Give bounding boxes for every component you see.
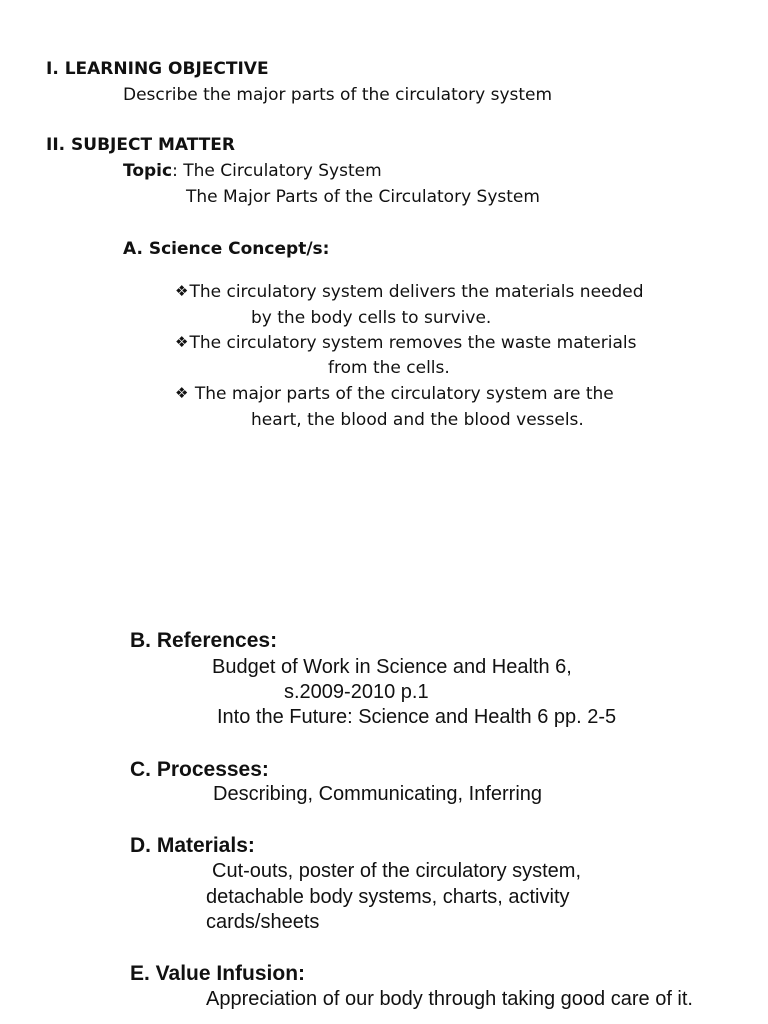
topic-label: Topic	[123, 161, 173, 181]
reference-line-3: Into the Future: Science and Health 6 pp. 2-5	[217, 706, 617, 728]
concept-item-2-line2: from the cells.	[328, 358, 450, 378]
processes-heading: C. Processes:	[130, 758, 269, 781]
topic-subtitle: The Major Parts of the Circulatory System	[186, 187, 540, 207]
materials-line-3: cards/sheets	[206, 911, 320, 933]
value-infusion-heading: E. Value Infusion:	[130, 962, 306, 985]
concept-item-3-line1: ❖ The major parts of the circulatory system are the	[175, 384, 614, 404]
concept-item-3-line2: heart, the blood and the blood vessels.	[251, 410, 584, 430]
diamond-bullet-icon: ❖	[175, 384, 189, 402]
references-heading: B. References:	[130, 629, 278, 652]
diamond-bullet-icon: ❖	[175, 333, 189, 351]
reference-line-1: Budget of Work in Science and Health 6,	[212, 656, 572, 678]
science-concepts-heading: A. Science Concept/s:	[123, 239, 330, 259]
topic-value: : The Circulatory System	[172, 161, 382, 181]
materials-line-2: detachable body systems, charts, activity	[206, 886, 570, 908]
processes-text: Describing, Communicating, Inferring	[213, 783, 543, 805]
concept-item-1-line2: by the body cells to survive.	[251, 308, 492, 328]
value-infusion-text: Appreciation of our body through taking good care of it.	[206, 988, 693, 1010]
reference-line-2: s.2009-2010 p.1	[284, 681, 429, 703]
concept-item-2-line1: ❖The circulatory system removes the waste materials	[175, 333, 637, 353]
diamond-bullet-icon: ❖	[175, 282, 189, 300]
materials-heading: D. Materials:	[130, 834, 255, 857]
concept-item-1-line1: ❖The circulatory system delivers the materials needed	[175, 282, 644, 302]
materials-line-1: Cut-outs, poster of the circulatory system,	[212, 860, 582, 882]
learning-objective-text: Describe the major parts of the circulatory system	[123, 85, 553, 105]
topic-line	[123, 163, 382, 180]
subject-matter-heading: II. SUBJECT MATTER	[46, 135, 236, 155]
learning-objective-heading: I. LEARNING OBJECTIVE	[46, 59, 269, 79]
